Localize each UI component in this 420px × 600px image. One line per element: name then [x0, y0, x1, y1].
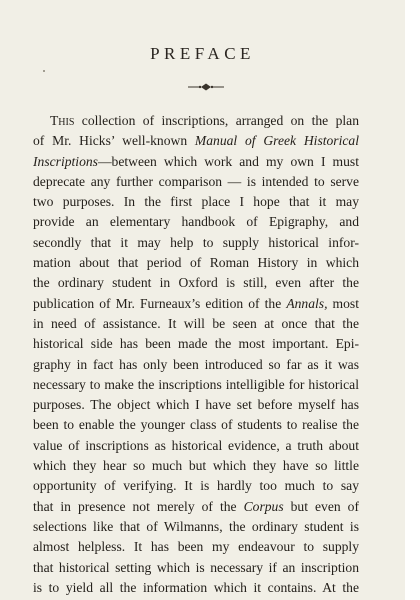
italic-title: Inscriptions — [33, 153, 98, 169]
text-line: opportunity of verifying. It is hardly too much to say — [33, 478, 359, 494]
page-title: PREFACE — [150, 44, 255, 63]
page-edge — [405, 0, 420, 600]
line-text: of Mr. Hicks’ well-known — [33, 133, 195, 149]
text-line: secondly that it may help to supply historical infor- — [33, 234, 359, 250]
text-line: is to yield all the information which it contains. At the — [33, 579, 359, 595]
text-line — [33, 131, 359, 151]
text-line: graphy in fact has only been introduced so far as it was — [33, 356, 359, 372]
line-text: publication of Mr. Furneaux’s edition of the — [33, 295, 287, 311]
paper-speck — [43, 70, 45, 72]
line-text: but even of — [283, 498, 359, 514]
italic-title: Corpus — [243, 498, 284, 514]
line-text: collection of inscriptions, arranged on the plan — [74, 113, 359, 128]
text-line: two purposes. In the first place I hope that it may — [33, 194, 359, 210]
text-line — [33, 497, 359, 517]
text-line: selections like that of Wilmanns, the ordinary student is — [33, 518, 359, 534]
text-line: in need of assistance. It will be seen at once that the — [33, 315, 359, 331]
text-line — [33, 152, 359, 172]
text-line: historical side has been made the most important. Epi- — [33, 336, 359, 352]
italic-title: Annals, — [286, 295, 328, 311]
text-line: which they hear so much but which they have so little — [33, 458, 359, 474]
text-line: been to enable the younger class of students to realise the — [33, 417, 359, 433]
ornament-divider-icon — [186, 82, 226, 92]
text-line: value of inscriptions as historical evidence, a truth about — [33, 437, 359, 453]
text-line: that historical setting which is necessary if an inscription — [33, 559, 359, 575]
text-line: the ordinary student in Oxford is still, even after the — [33, 275, 359, 291]
text-line — [33, 294, 359, 314]
line-text: most — [327, 295, 359, 311]
text-line: necessary to make the inscriptions intelligible for historical — [33, 376, 359, 392]
italic-title: Manual of Greek Historical — [194, 133, 359, 149]
preface-body — [33, 111, 359, 598]
text-line: almost helpless. It has been my endeavour to supply — [33, 539, 359, 555]
text-line — [33, 111, 359, 131]
text-line: mation about that period of Roman History in which — [33, 255, 359, 271]
text-line: purposes. The object which I have set before myself has — [33, 397, 359, 413]
text-line: deprecate any further comparison — is intended to serve — [33, 173, 359, 189]
dropcap-word: This — [50, 113, 75, 128]
text-line: provide an elementary handbook of Epigraphy, and — [33, 214, 359, 230]
line-text: —between which work and my own I must — [97, 153, 359, 169]
line-text: that in presence not merely of the — [33, 498, 244, 514]
